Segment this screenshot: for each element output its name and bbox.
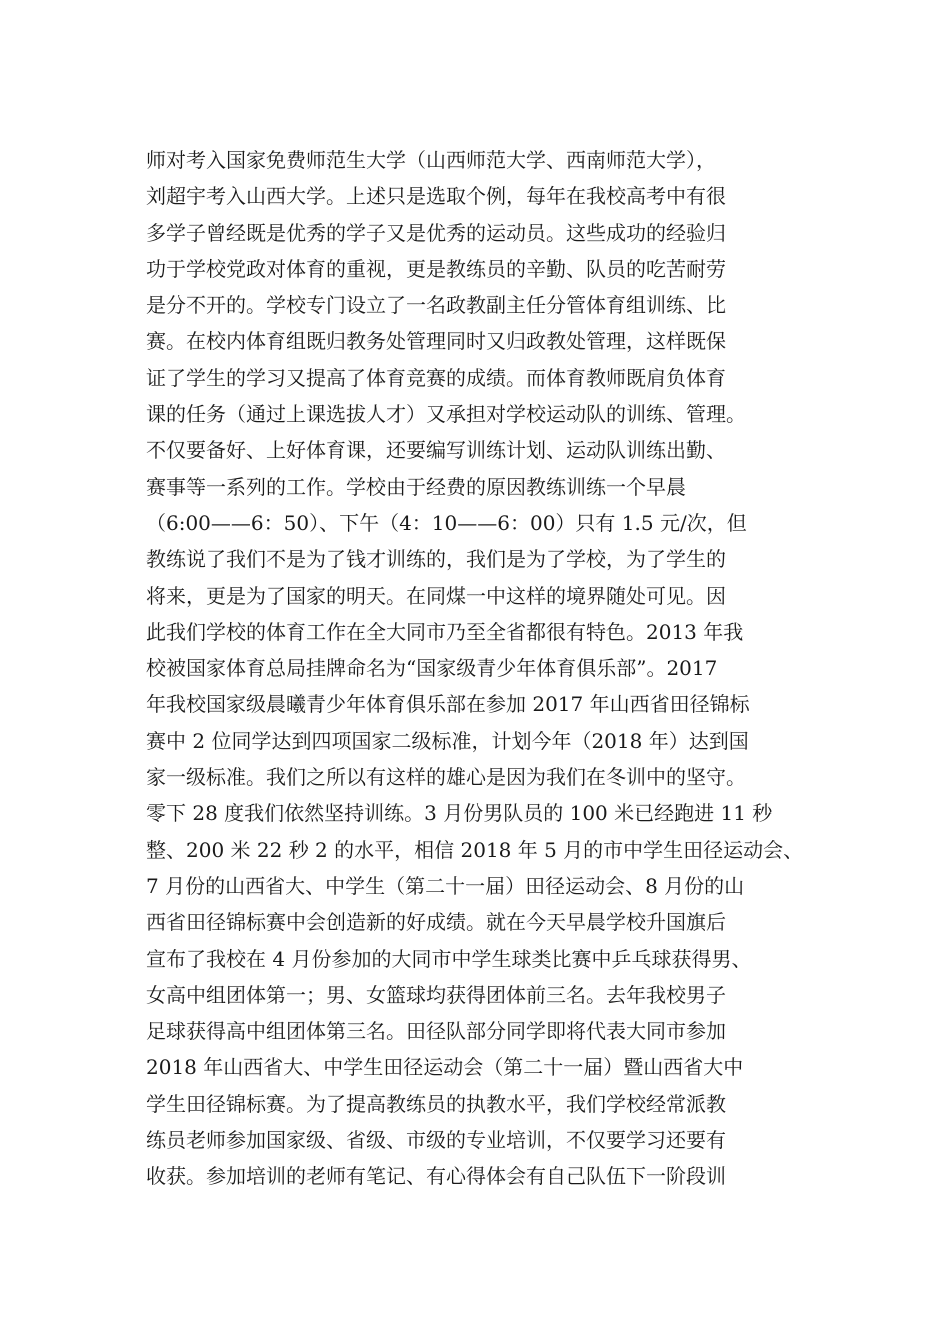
text-line: 宣布了我校在 4 月份参加的大同市中学生球类比赛中乒乓球获得男、 [146,946,752,971]
text-line: 收获。参加培训的老师有笔记、有心得体会有自己队伍下一阶段训 [146,1164,726,1189]
text-line: 年我校国家级晨曦青少年体育俱乐部在参加 2017 年山西省田径锦标 [146,692,750,717]
text-line: 多学子曾经既是优秀的学子又是优秀的运动员。这些成功的经验归 [146,220,726,245]
text-line: 赛中 2 位同学达到四项国家二级标准，计划今年（2018 年）达到国 [146,728,749,753]
text-line: 证了学生的学习又提高了体育竞赛的成绩。而体育教师既肩负体育 [146,365,726,390]
text-line: 是分不开的。学校专门设立了一名政教副主任分管体育组训练、比 [146,293,726,318]
text-line: 将来，更是为了国家的明天。在同煤一中这样的境界随处可见。因 [146,583,726,608]
text-line: 赛事等一系列的工作。学校由于经费的原因教练训练一个早晨 [146,474,686,499]
text-line: 学生田径锦标赛。为了提高教练员的执教水平，我们学校经常派教 [146,1091,726,1116]
text-line: 刘超宇考入山西大学。上述只是选取个例，每年在我校高考中有很 [146,184,726,209]
text-line: 不仅要备好、上好体育课，还要编写训练计划、运动队训练出勤、 [146,438,726,463]
text-line: 零下 28 度我们依然坚持训练。3 月份男队员的 100 米已经跑进 11 秒 [146,801,773,826]
text-line: 西省田径锦标赛中会创造新的好成绩。就在今天早晨学校升国旗后 [146,910,726,935]
text-line: 教练说了我们不是为了钱才训练的，我们是为了学校，为了学生的 [146,547,726,572]
text-line: 足球获得高中组团体第三名。田径队部分同学即将代表大同市参加 [146,1019,726,1044]
text-line: 练员老师参加国家级、省级、市级的专业培训，不仅要学习还要有 [146,1128,726,1153]
text-line: 整、200 米 22 秒 2 的水平，相信 2018 年 5 月的市中学生田径运动会、 [146,837,804,862]
text-line: 校被国家体育总局挂牌命名为“国家级青少年体育俱乐部”。2017 [146,656,718,681]
text-line: 2018 年山西省大、中学生田径运动会（第二十一届）暨山西省大中 [146,1055,744,1080]
text-line: 功于学校党政对体育的重视，更是教练员的辛勤、队员的吃苦耐劳 [146,256,726,281]
text-line: 赛。在校内体育组既归教务处管理同时又归政教处管理，这样既保 [146,329,726,354]
text-line: （6:00——6：50）、下午（4：10——6：00）只有 1.5 元/次，但 [146,510,747,535]
text-line: 课的任务（通过上课选拔人才）又承担对学校运动队的训练、管理。 [146,402,746,427]
text-line: 家一级标准。我们之所以有这样的雄心是因为我们在冬训中的坚守。 [146,765,746,790]
body-text [146,142,846,1195]
text-line: 7 月份的山西省大、中学生（第二十一届）田径运动会、8 月份的山 [146,873,745,898]
text-line: 女高中组团体第一；男、女篮球均获得团体前三名。去年我校男子 [146,982,726,1007]
text-line: 师对考入国家免费师范生大学（山西师范大学、西南师范大学）， [146,148,716,172]
text-line: 此我们学校的体育工作在全大同市乃至全省都很有特色。2013 年我 [146,619,744,644]
